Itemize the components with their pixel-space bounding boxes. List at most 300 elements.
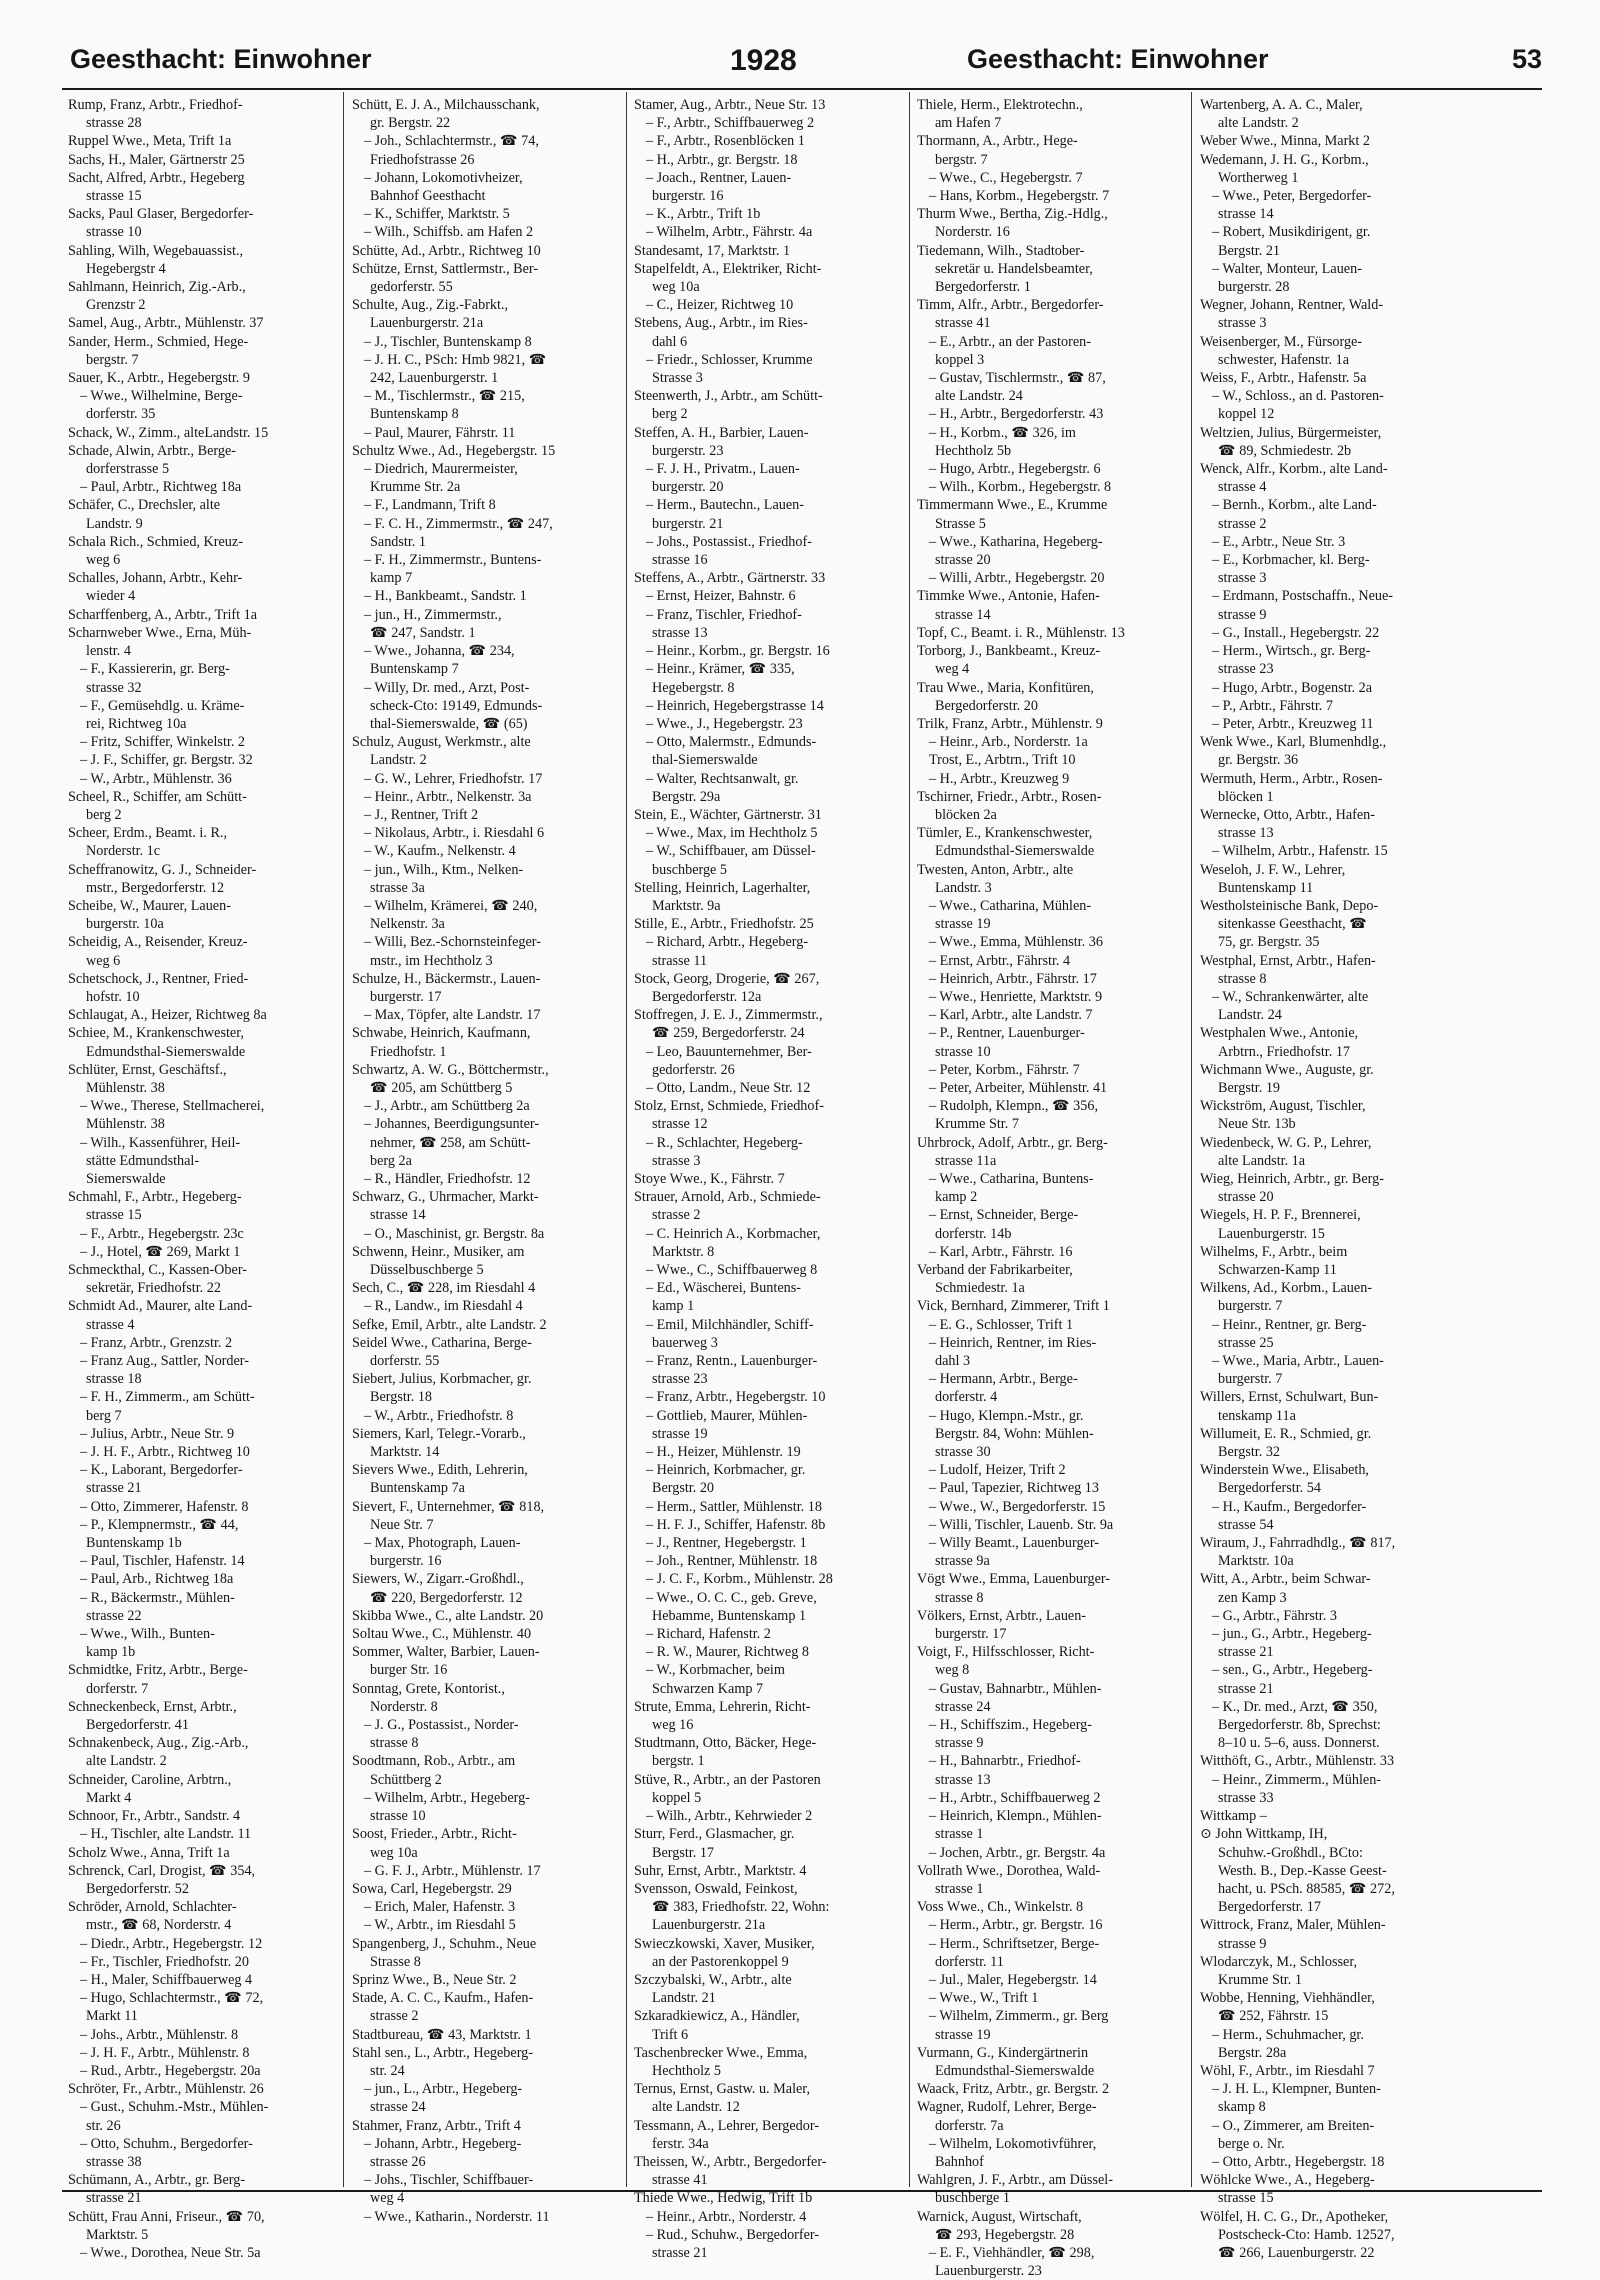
directory-entry: Wiraum, J., Fahrradhdlg., ☎ 817, [1200, 1535, 1396, 1552]
directory-entry-continuation: – Erdmann, Postschaffn., Neue- [1212, 588, 1393, 605]
directory-entry-continuation: strasse 22 [86, 1607, 142, 1624]
directory-entry: Wahlgren, J. F., Arbtr., am Düssel- [917, 2172, 1113, 2189]
directory-entry-continuation: – J. F., Schiffer, gr. Bergstr. 32 [80, 752, 253, 769]
directory-entry-continuation: – Wilhelm, Arbtr., Hegeberg- [364, 1789, 530, 1806]
directory-entry: Steenwerth, J., Arbtr., am Schütt- [634, 388, 823, 405]
directory-entry-continuation: – Jochen, Arbtr., gr. Bergstr. 4a [929, 1844, 1106, 1861]
directory-entry-continuation: strasse 1 [935, 1880, 984, 1897]
directory-entry: Wittkamp – [1200, 1808, 1267, 1825]
directory-entry-continuation: strasse 15 [1218, 2190, 1274, 2207]
directory-entry: Siewers, W., Zigarr.-Großhdl., [352, 1571, 524, 1588]
directory-entry-continuation: Schwarzen Kamp 7 [652, 1680, 764, 1697]
directory-entry-continuation: Siemerswalde [86, 1170, 166, 1187]
directory-entry: Uhrbrock, Adolf, Arbtr., gr. Berg- [917, 1134, 1108, 1151]
directory-entry-continuation: – Herm., Bautechn., Lauen- [646, 497, 804, 514]
directory-entry: Weber Wwe., Minna, Markt 2 [1200, 133, 1370, 150]
directory-entry: Schmahl, F., Arbtr., Hegeberg- [68, 1189, 242, 1206]
directory-entry-continuation: alte Landstr. 24 [935, 388, 1023, 405]
directory-entry: Swieczkowski, Xaver, Musiker, [634, 1935, 815, 1952]
directory-entry: Schütze, Ernst, Sattlermstr., Ber- [352, 260, 539, 277]
directory-entry-continuation: – Gustav, Tischlermstr., ☎ 87, [929, 370, 1106, 387]
directory-entry-continuation: Bergstr. 17 [652, 1844, 715, 1861]
directory-entry-continuation: buschberge 5 [652, 861, 727, 878]
directory-entry-continuation: wieder 4 [86, 588, 136, 605]
directory-entry: Wermuth, Herm., Arbtr., Rosen- [1200, 770, 1383, 787]
directory-entry-continuation: burgerstr. 16 [652, 188, 724, 205]
directory-entry-continuation: – Wilhelm, Krämerei, ☎ 240, [364, 897, 538, 914]
directory-entry-continuation: Buntenskamp 1b [86, 1535, 182, 1552]
directory-entry-continuation: – H., Tischler, alte Landstr. 11 [80, 1826, 252, 1843]
directory-entry-continuation: dorferstr. 4 [935, 1389, 998, 1406]
directory-entry-continuation: Strasse 3 [652, 370, 703, 387]
column-divider [626, 92, 627, 2187]
directory-entry-continuation: – W., Schloss., an d. Pastoren- [1212, 388, 1384, 405]
directory-entry-continuation: mstr., im Hechtholz 3 [370, 952, 493, 969]
directory-entry: Wölfel, H. C. G., Dr., Apotheker, [1200, 2208, 1389, 2225]
directory-entry: Sonntag, Grete, Kontorist., [352, 1680, 505, 1697]
directory-entry-continuation: – jun., Wilh., Ktm., Nelken- [364, 861, 524, 878]
directory-entry: Schröder, Arnold, Schlachter- [68, 1899, 237, 1916]
directory-entry-continuation: strasse 19 [935, 916, 991, 933]
page-number: 53 [1511, 44, 1542, 74]
directory-entry-continuation: – Franz, Arbtr., Grenzstr. 2 [80, 1334, 233, 1351]
directory-column-4 [917, 96, 1183, 2280]
directory-entry-continuation: – M., Tischlermstr., ☎ 215, [364, 388, 525, 405]
directory-entry: Scheer, Erdm., Beamt. i. R., [68, 825, 228, 842]
directory-entry-continuation: berg 7 [86, 1407, 122, 1424]
directory-entry: Schulte, Aug., Zig.-Fabrkt., [352, 297, 509, 314]
directory-entry: Stoye Wwe., K., Fährstr. 7 [634, 1170, 785, 1187]
directory-entry-continuation: – J. H. F., Arbtr., Mühlenstr. 8 [80, 2044, 250, 2061]
directory-entry-continuation: – R., Landw., im Riesdahl 4 [364, 1298, 523, 1315]
directory-entry: Westphalen Wwe., Antonie, [1200, 1025, 1359, 1042]
directory-entry-continuation: – Hugo, Klempn.-Mstr., gr. [929, 1407, 1084, 1424]
directory-entry-continuation: strasse 10 [935, 1043, 991, 1060]
directory-entry-continuation: dorferstr. 11 [935, 1953, 1004, 1970]
directory-entry-continuation: – Diedr., Arbtr., Hegebergstr. 12 [80, 1935, 263, 1952]
directory-entry: Stade, A. C. C., Kaufm., Hafen- [352, 1990, 534, 2007]
directory-entry: Wobbe, Henning, Viehhändler, [1200, 1990, 1375, 2007]
directory-entry: Wagner, Rudolf, Lehrer, Berge- [917, 2099, 1097, 2116]
directory-entry-continuation: strasse 33 [1218, 1789, 1274, 1806]
directory-entry: Stein, E., Wächter, Gärtnerstr. 31 [634, 806, 822, 823]
directory-entry-continuation: – Hermann, Arbtr., Berge- [929, 1371, 1078, 1388]
directory-entry: Sech, C., ☎ 228, im Riesdahl 4 [352, 1280, 536, 1297]
directory-entry-continuation: ferstr. 34a [652, 2135, 709, 2152]
directory-entry-continuation: dorferstr. 14b [935, 1225, 1012, 1242]
directory-entry-continuation: – Karl, Arbtr., alte Landstr. 7 [929, 1007, 1093, 1024]
directory-entry: Schmeckthal, C., Kassen-Ober- [68, 1262, 247, 1278]
directory-entry: Vurmann, G., Kindergärtnerin [917, 2044, 1089, 2061]
directory-entry-continuation: – jun., L., Arbtr., Hegeberg- [364, 2081, 523, 2098]
directory-entry: Weltzien, Julius, Bürgermeister, [1200, 424, 1382, 441]
directory-entry-continuation: Markt 11 [86, 2008, 138, 2025]
directory-entry: Voigt, F., Hilfsschlosser, Richt- [917, 1644, 1095, 1661]
directory-entry-continuation: bauerweg 3 [652, 1334, 718, 1351]
directory-entry: Standesamt, 17, Marktstr. 1 [634, 242, 791, 259]
directory-entry-continuation: ☎ 89, Schmiedestr. 2b [1218, 442, 1352, 459]
directory-entry-continuation: strasse 13 [1218, 825, 1274, 842]
header-rule [62, 88, 1542, 90]
directory-entry-continuation: Mühlenstr. 38 [86, 1079, 165, 1096]
directory-entry-continuation: koppel 12 [1218, 406, 1275, 423]
directory-entry: Schütt, Frau Anni, Friseur., ☎ 70, [68, 2208, 265, 2225]
directory-entry-continuation: – H., Heizer, Mühlenstr. 19 [646, 1444, 801, 1461]
directory-entry: Wiedenbeck, W. G. P., Lehrer, [1200, 1134, 1372, 1151]
directory-entry-continuation: – Wwe., Peter, Bergedorfer- [1212, 188, 1372, 205]
directory-entry: Stapelfeldt, A., Elektriker, Richt- [634, 260, 822, 277]
directory-entry-continuation: kamp 7 [370, 570, 413, 587]
directory-entry-continuation: – Otto, Zimmerer, Hafenstr. 8 [80, 1498, 249, 1515]
directory-entry-continuation: – Heinrich, Korbmacher, gr. [646, 1462, 806, 1479]
directory-entry-continuation: Markt 4 [86, 1789, 132, 1806]
directory-entry-continuation: – E., Arbtr., Neue Str. 3 [1212, 533, 1346, 550]
directory-entry: Trau Wwe., Maria, Konfitüren, [917, 679, 1094, 696]
directory-entry-continuation: Marktstr. 14 [370, 1444, 440, 1461]
directory-entry-continuation: strasse 21 [1218, 1644, 1274, 1661]
directory-entry-continuation: strasse 2 [1218, 515, 1267, 532]
directory-entry: Steffen, A. H., Barbier, Lauen- [634, 424, 809, 441]
directory-entry-continuation: bergstr. 1 [652, 1753, 705, 1770]
directory-entry: Soost, Frieder., Arbtr., Richt- [352, 1826, 517, 1843]
directory-entry-continuation: Bergedorferstr. 20 [935, 697, 1038, 714]
directory-entry-continuation: – F., Arbtr., Schiffbauerweg 2 [646, 115, 815, 132]
directory-entry-continuation: strasse 8 [935, 1589, 984, 1606]
directory-entry-continuation: – Gust., Schuhm.-Mstr., Mühlen- [80, 2099, 269, 2116]
directory-entry-continuation: Bergstr. 29a [652, 788, 721, 805]
directory-entry: Schulz, August, Werkmstr., alte [352, 734, 531, 751]
directory-entry-continuation: gr. Bergstr. 36 [1218, 752, 1299, 769]
directory-entry-continuation: mstr., Bergedorferstr. 12 [86, 879, 225, 896]
directory-entry-continuation: – Gustav, Bahnarbtr., Mühlen- [929, 1680, 1102, 1697]
column-divider [1191, 92, 1192, 2187]
directory-entry-continuation: weg 6 [86, 552, 121, 569]
directory-entry-continuation: strasse 14 [370, 1207, 426, 1224]
directory-entry-continuation: – F., Arbtr., Rosenblöcken 1 [646, 133, 805, 150]
directory-entry-continuation: Bahnhof Geesthacht [370, 188, 486, 205]
directory-entry-continuation: – H., Schiffszim., Hegeberg- [929, 1717, 1092, 1734]
directory-entry-continuation: – Heinr., Krämer, ☎ 335, [646, 661, 795, 678]
directory-entry: Waack, Fritz, Arbtr., gr. Bergstr. 2 [917, 2081, 1110, 2098]
directory-entry: Wilkens, Ad., Korbm., Lauen- [1200, 1280, 1373, 1297]
directory-entry-continuation: – K., Dr. med., Arzt, ☎ 350, [1212, 1698, 1378, 1715]
directory-entry-continuation: – Wilh., Korbm., Hegebergstr. 8 [929, 479, 1112, 496]
directory-entry: Wöhl, F., Arbtr., im Riesdahl 7 [1200, 2062, 1375, 2079]
directory-entry-continuation: Nelkenstr. 3a [370, 916, 445, 933]
directory-entry-continuation: Strasse 8 [370, 1953, 421, 1970]
directory-entry: Trilk, Franz, Arbtr., Mühlenstr. 9 [917, 715, 1103, 732]
directory-entry: Stelling, Heinrich, Lagerhalter, [634, 879, 811, 896]
directory-entry: Wernecke, Otto, Arbtr., Hafen- [1200, 806, 1375, 823]
directory-entry-continuation: berg 2 [652, 406, 688, 423]
directory-entry-continuation: – Heinrich, Klempn., Mühlen- [929, 1808, 1102, 1825]
directory-entry-continuation: stätte Edmundsthal- [86, 1152, 200, 1169]
directory-entry-continuation: – R., Händler, Friedhofstr. 12 [364, 1170, 531, 1187]
directory-entry-continuation: – Franz, Arbtr., Hegebergstr. 10 [646, 1389, 826, 1406]
directory-entry-continuation: – Wilh., Kassenführer, Heil- [80, 1134, 241, 1151]
directory-entry: Stadtbureau, ☎ 43, Marktstr. 1 [352, 2026, 532, 2043]
directory-entry-continuation: – sen., G., Arbtr., Hegeberg- [1212, 1662, 1373, 1679]
directory-entry-continuation: Landstr. 3 [935, 879, 992, 896]
directory-entry: Vögt Wwe., Emma, Lauenburger- [917, 1571, 1111, 1588]
directory-entry-continuation: Schmiedestr. 1a [935, 1280, 1025, 1297]
directory-entry-continuation: dorferstr. 7 [86, 1680, 149, 1697]
directory-entry-continuation: – Wwe., C., Schiffbauerweg 8 [646, 1262, 818, 1278]
directory-entry-continuation: Krumme Str. 2a [370, 479, 461, 496]
directory-entry: Wickström, August, Tischler, [1200, 1098, 1366, 1115]
directory-entry-continuation: – Hugo, Schlachtermstr., ☎ 72, [80, 1990, 264, 2007]
directory-entry-continuation: – Paul, Arb., Richtweg 18a [80, 1571, 234, 1588]
directory-entry-continuation: Hebamme, Buntenskamp 1 [652, 1607, 807, 1624]
directory-entry: Stamer, Aug., Arbtr., Neue Str. 13 [634, 97, 826, 113]
directory-entry: Sahling, Wilh, Wegebauassist., [68, 242, 244, 259]
header-year: 1928 [730, 44, 797, 77]
directory-entry-continuation: – E. G., Schlosser, Trift 1 [929, 1316, 1074, 1333]
directory-entry: Thiele, Herm., Elektrotechn., [917, 97, 1083, 113]
directory-entry-continuation: strasse 9 [1218, 1935, 1267, 1952]
directory-entry-continuation: Bahnhof [935, 2153, 984, 2170]
directory-entry-continuation: rei, Richtweg 10a [86, 715, 187, 732]
directory-entry-continuation: koppel 3 [935, 351, 985, 368]
directory-entry-continuation: strasse 13 [935, 1771, 991, 1788]
directory-entry: Scheibe, W., Maurer, Lauen- [68, 897, 231, 914]
directory-entry-continuation: – Bernh., Korbm., alte Land- [1212, 497, 1377, 514]
directory-entry: Wilhelms, F., Arbtr., beim [1200, 1243, 1348, 1260]
directory-entry-continuation: sitenkasse Geesthacht, ☎ [1218, 916, 1367, 933]
directory-entry-continuation: Düsselbuschberge 5 [370, 1262, 484, 1278]
directory-entry-continuation: Landstr. 9 [86, 515, 143, 532]
directory-entry-continuation: sekretär u. Handelsbeamter, [935, 260, 1093, 277]
directory-entry-continuation: burgerstr. 7 [1218, 1371, 1283, 1388]
directory-entry-continuation: strasse 15 [86, 1207, 142, 1224]
directory-entry-continuation: – Ed., Wäscherei, Buntens- [646, 1280, 801, 1297]
header-right-title: Geesthacht: Einwohner [967, 44, 1269, 74]
directory-entry-continuation: – Richard, Hafenstr. 2 [646, 1626, 771, 1643]
directory-entry: Timmke Wwe., Antonie, Hafen- [917, 588, 1100, 605]
directory-entry-continuation: – J. H. F., Arbtr., Richtweg 10 [80, 1444, 250, 1461]
directory-entry: Vollrath Wwe., Dorothea, Wald- [917, 1862, 1101, 1879]
directory-entry: Vick, Bernhard, Zimmerer, Trift 1 [917, 1298, 1110, 1315]
directory-entry-continuation: Landstr. 21 [652, 1990, 716, 2007]
directory-entry-continuation: Landstr. 24 [1218, 1007, 1282, 1024]
directory-entry: Weiss, F., Arbtr., Hafenstr. 5a [1200, 370, 1367, 387]
directory-entry-continuation: – J., Rentner, Hegebergstr. 1 [646, 1535, 807, 1552]
directory-entry-continuation: – Julius, Arbtr., Neue Str. 9 [80, 1425, 235, 1442]
directory-entry: Thurm Wwe., Bertha, Zig.-Hdlg., [917, 206, 1108, 223]
directory-entry: Wöhlcke Wwe., A., Hegeberg- [1200, 2172, 1375, 2189]
directory-entry-continuation: – W., Kaufm., Nelkenstr. 4 [364, 843, 516, 860]
directory-entry-continuation: – Heinrich, Hegebergstrasse 14 [646, 697, 824, 714]
page-header [62, 40, 1542, 86]
directory-entry-continuation: – Karl, Arbtr., Fährstr. 16 [929, 1243, 1073, 1260]
directory-entry-continuation: – J. C. F., Korbm., Mühlenstr. 28 [646, 1571, 833, 1588]
directory-entry-continuation: – C. Heinrich A., Korbmacher, [646, 1225, 821, 1242]
directory-entry: Thiede Wwe., Hedwig, Trift 1b [634, 2190, 813, 2207]
directory-entry-continuation: – H., Arbtr., Schiffbauerweg 2 [929, 1789, 1101, 1806]
directory-entry-continuation: burger Str. 16 [370, 1662, 448, 1679]
directory-entry-continuation: strasse 41 [652, 2172, 708, 2189]
directory-entry: Ternus, Ernst, Gastw. u. Maler, [634, 2081, 811, 2098]
directory-entry-continuation: Neue Str. 13b [1218, 1116, 1296, 1133]
directory-entry: Sacht, Alfred, Arbtr., Hegeberg [68, 169, 245, 186]
directory-entry-continuation: – H., Maler, Schiffbauerweg 4 [80, 1971, 253, 1988]
directory-entry-continuation: – Franz Aug., Sattler, Norder- [80, 1353, 249, 1370]
directory-entry-continuation: – Heinrich, Rentner, im Ries- [929, 1334, 1097, 1351]
directory-entry-continuation: – Otto, Malermstr., Edmunds- [646, 734, 817, 751]
directory-entry-continuation: strasse 3a [370, 879, 425, 896]
directory-entry-continuation: sekretär, Friedhofstr. 22 [86, 1280, 221, 1297]
directory-entry-continuation: – Herm., Wirtsch., gr. Berg- [1212, 643, 1371, 660]
directory-entry-continuation: hacht, u. PSch. 88585, ☎ 272, [1218, 1880, 1395, 1897]
directory-entry-continuation: bergstr. 7 [86, 351, 139, 368]
directory-entry-continuation: – Herm., Schriftsetzer, Berge- [929, 1935, 1100, 1952]
directory-entry-continuation: – Peter, Arbeiter, Mühlenstr. 41 [929, 1079, 1108, 1096]
directory-entry-continuation: – Johs., Tischler, Schiffbauer- [364, 2172, 534, 2189]
directory-entry: Sowa, Carl, Hegebergstr. 29 [352, 1880, 512, 1897]
directory-entry-continuation: – Johann, Lokomotivheizer, [364, 169, 523, 186]
directory-entry-continuation: – E. F., Viehhändler, ☎ 298, [929, 2244, 1095, 2261]
directory-entry-continuation: schwester, Hafenstr. 1a [1218, 351, 1350, 368]
directory-entry-continuation: – Heinr., Korbm., gr. Bergstr. 16 [646, 643, 830, 660]
directory-entry-continuation: burgerstr. 28 [1218, 279, 1290, 296]
directory-entry-continuation: – Friedr., Schlosser, Krumme [646, 351, 813, 368]
footer-rule [62, 2190, 1542, 2192]
directory-column-3 [634, 96, 900, 2261]
directory-entry-continuation: ☎ 383, Friedhofstr. 22, Wohn: [652, 1899, 830, 1916]
directory-entry: Schümann, A., Arbtr., gr. Berg- [68, 2172, 246, 2189]
directory-entry-continuation: – W., Arbtr., Mühlenstr. 36 [80, 770, 232, 787]
directory-entry: Scheidig, A., Reisender, Kreuz- [68, 934, 248, 951]
directory-entry-continuation: weg 4 [935, 661, 970, 678]
directory-entry: Tessmann, A., Lehrer, Bergedor- [634, 2117, 820, 2134]
directory-entry-continuation: – Rud., Arbtr., Hegebergstr. 20a [80, 2062, 261, 2079]
directory-entry-continuation: weg 16 [652, 1717, 694, 1734]
directory-entry-continuation: Krumme Str. 1 [1218, 1971, 1302, 1988]
directory-entry-continuation: buschberge 1 [935, 2190, 1010, 2207]
directory-entry-continuation: strasse 15 [86, 188, 142, 205]
directory-entry-continuation: – Willy Beamt., Lauenburger- [929, 1535, 1100, 1552]
directory-entry: Schulze, H., Bäckermstr., Lauen- [352, 970, 541, 987]
directory-entry-continuation: – Wwe., J., Hegebergstr. 23 [646, 715, 803, 732]
directory-entry-continuation: Grenzstr 2 [86, 297, 146, 314]
directory-entry-continuation: Bergstr. 28a [1218, 2044, 1287, 2061]
directory-entry-continuation: Marktstr. 5 [86, 2226, 149, 2243]
directory-entry: Thormann, A., Arbtr., Hege- [917, 133, 1078, 150]
directory-entry: Timmermann Wwe., E., Krumme [917, 497, 1108, 514]
directory-entry-continuation: – Diedrich, Maurermeister, [364, 461, 518, 478]
directory-entry-continuation: – Wwe., Dorothea, Neue Str. 5a [80, 2244, 261, 2261]
directory-entry-continuation: – K., Arbtr., Trift 1b [646, 206, 761, 223]
directory-entry-continuation: – Wilhelm, Lokomotivführer, [929, 2135, 1097, 2152]
directory-entry: Wittrock, Franz, Maler, Mühlen- [1200, 1917, 1386, 1934]
directory-entry-continuation: – R., Schlachter, Hegeberg- [646, 1134, 803, 1151]
directory-entry: Schneider, Caroline, Arbtrn., [68, 1771, 232, 1788]
directory-entry-continuation: – Wilh., Arbtr., Kehrwieder 2 [646, 1808, 813, 1825]
directory-entry-continuation: – R., Bäckermstr., Mühlen- [80, 1589, 235, 1606]
directory-entry-continuation: – Wwe., Wilh., Bunten- [80, 1626, 215, 1643]
directory-entry-continuation: – Wwe., Johanna, ☎ 234, [364, 643, 515, 660]
directory-entry-continuation: str. 26 [86, 2117, 121, 2134]
directory-entry-continuation: – Walter, Monteur, Lauen- [1212, 260, 1362, 277]
directory-entry-continuation: – J., Rentner, Trift 2 [364, 806, 479, 823]
directory-entry: Scheffranowitz, G. J., Schneider- [68, 861, 257, 878]
directory-entry-continuation: – Paul, Arbtr., Richtweg 18a [80, 479, 242, 496]
directory-entry-continuation: – Otto, Arbtr., Hegebergstr. 18 [1212, 2153, 1385, 2170]
directory-entry: Witt, A., Arbtr., beim Schwar- [1200, 1571, 1371, 1588]
directory-entry: Schröter, Fr., Arbtr., Mühlenstr. 26 [68, 2081, 264, 2098]
directory-entry-continuation: – Johs., Postassist., Friedhof- [646, 533, 812, 550]
directory-entry-continuation: 8–10 u. 5–6, auss. Donnerst. [1218, 1735, 1380, 1752]
directory-entry-continuation: strasse 32 [86, 679, 142, 696]
directory-entry-continuation: Krumme Str. 7 [935, 1116, 1019, 1133]
directory-entry: Schetschock, J., Rentner, Fried- [68, 970, 249, 987]
directory-entry-continuation: – F., Landmann, Trift 8 [364, 497, 496, 514]
directory-entry-continuation: Buntenskamp 7a [370, 1480, 465, 1497]
directory-entry: Wegner, Johann, Rentner, Wald- [1200, 297, 1384, 314]
directory-entry-continuation: zen Kamp 3 [1218, 1589, 1287, 1606]
directory-entry: Völkers, Ernst, Arbtr., Lauen- [917, 1607, 1087, 1624]
directory-entry-continuation: – Wwe., Catharina, Mühlen- [929, 897, 1092, 914]
directory-entry: Scholz Wwe., Anna, Trift 1a [68, 1844, 230, 1861]
directory-entry: Westphal, Ernst, Arbtr., Hafen- [1200, 952, 1376, 969]
directory-entry-continuation: – Max, Töpfer, alte Landstr. 17 [364, 1007, 541, 1024]
directory-entry-continuation: – Paul, Tischler, Hafenstr. 14 [80, 1553, 245, 1570]
directory-entry-continuation: – H., Bahnarbtr., Friedhof- [929, 1753, 1081, 1770]
directory-entry-continuation: strasse 19 [935, 2026, 991, 2043]
directory-entry: Torborg, J., Bankbeamt., Kreuz- [917, 643, 1101, 660]
directory-entry-continuation: ☎ 205, am Schüttberg 5 [370, 1079, 513, 1096]
directory-entry-continuation: hofstr. 10 [86, 988, 140, 1005]
directory-entry: Wichmann Wwe., Auguste, gr. [1200, 1061, 1374, 1078]
directory-entry-continuation: strasse 21 [86, 1480, 142, 1497]
directory-entry-continuation: burgerstr. 17 [370, 988, 442, 1005]
directory-entry-continuation: Schuhw.-Großhdl., BCto: [1218, 1844, 1363, 1861]
directory-entry-continuation: strasse 3 [1218, 570, 1267, 587]
directory-entry: Suhr, Ernst, Arbtr., Marktstr. 4 [634, 1862, 807, 1879]
directory-entry-continuation: alte Landstr. 2 [86, 1753, 167, 1770]
directory-entry-continuation: – F., Gemüsehdlg. u. Kräme- [80, 697, 245, 714]
directory-entry-continuation: weg 10a [370, 1844, 418, 1861]
directory-entry-continuation: – W., Schrankenwärter, alte [1212, 988, 1369, 1005]
directory-entry-continuation: Trost, E., Arbtrn., Trift 10 [929, 752, 1076, 769]
directory-entry: Taschenbrecker Wwe., Emma, [634, 2044, 808, 2061]
directory-entry: ⊙ John Wittkamp, IH, [1200, 1826, 1328, 1843]
directory-entry-continuation: alte Landstr. 2 [1218, 115, 1299, 132]
directory-entry-continuation: – P., Arbtr., Fährstr. 7 [1212, 697, 1333, 714]
directory-entry: Sievers Wwe., Edith, Lehrerin, [352, 1462, 528, 1479]
directory-entry: Stüve, R., Arbtr., an der Pastoren [634, 1771, 821, 1788]
directory-entry-continuation: Norderstr. 16 [935, 224, 1010, 241]
directory-entry-continuation: – Willi, Arbtr., Hegebergstr. 20 [929, 570, 1105, 587]
directory-entry-continuation: Wortherweg 1 [1218, 169, 1299, 186]
directory-entry: Willers, Ernst, Schulwart, Bun- [1200, 1389, 1379, 1406]
directory-entry-continuation: Lauenburgerstr. 23 [935, 2263, 1042, 2280]
directory-entry-continuation: strasse 14 [935, 606, 991, 623]
directory-entry-continuation: Hegebergstr. 8 [652, 679, 735, 696]
directory-entry: Siemers, Karl, Telegr.-Vorarb., [352, 1425, 526, 1442]
directory-entry: Schnoor, Fr., Arbtr., Sandstr. 4 [68, 1808, 241, 1825]
directory-entry-continuation: alte Landstr. 12 [652, 2099, 740, 2116]
directory-entry: Schlaugat, A., Heizer, Richtweg 8a [68, 1007, 267, 1024]
directory-entry: Schütt, E. J. A., Milchausschank, [352, 97, 540, 113]
directory-entry: Sommer, Walter, Barbier, Lauen- [352, 1644, 540, 1661]
directory-entry-continuation: strasse 9 [1218, 606, 1267, 623]
directory-entry-continuation: an der Pastorenkoppel 9 [652, 1953, 789, 1970]
directory-entry: Twesten, Anton, Arbtr., alte [917, 861, 1074, 878]
directory-entry-continuation: – G. F. J., Arbtr., Mühlenstr. 17 [364, 1862, 541, 1879]
directory-entry-continuation: kamp 2 [935, 1189, 978, 1206]
directory-entry-continuation: – J., Tischler, Buntenskamp 8 [364, 333, 532, 350]
